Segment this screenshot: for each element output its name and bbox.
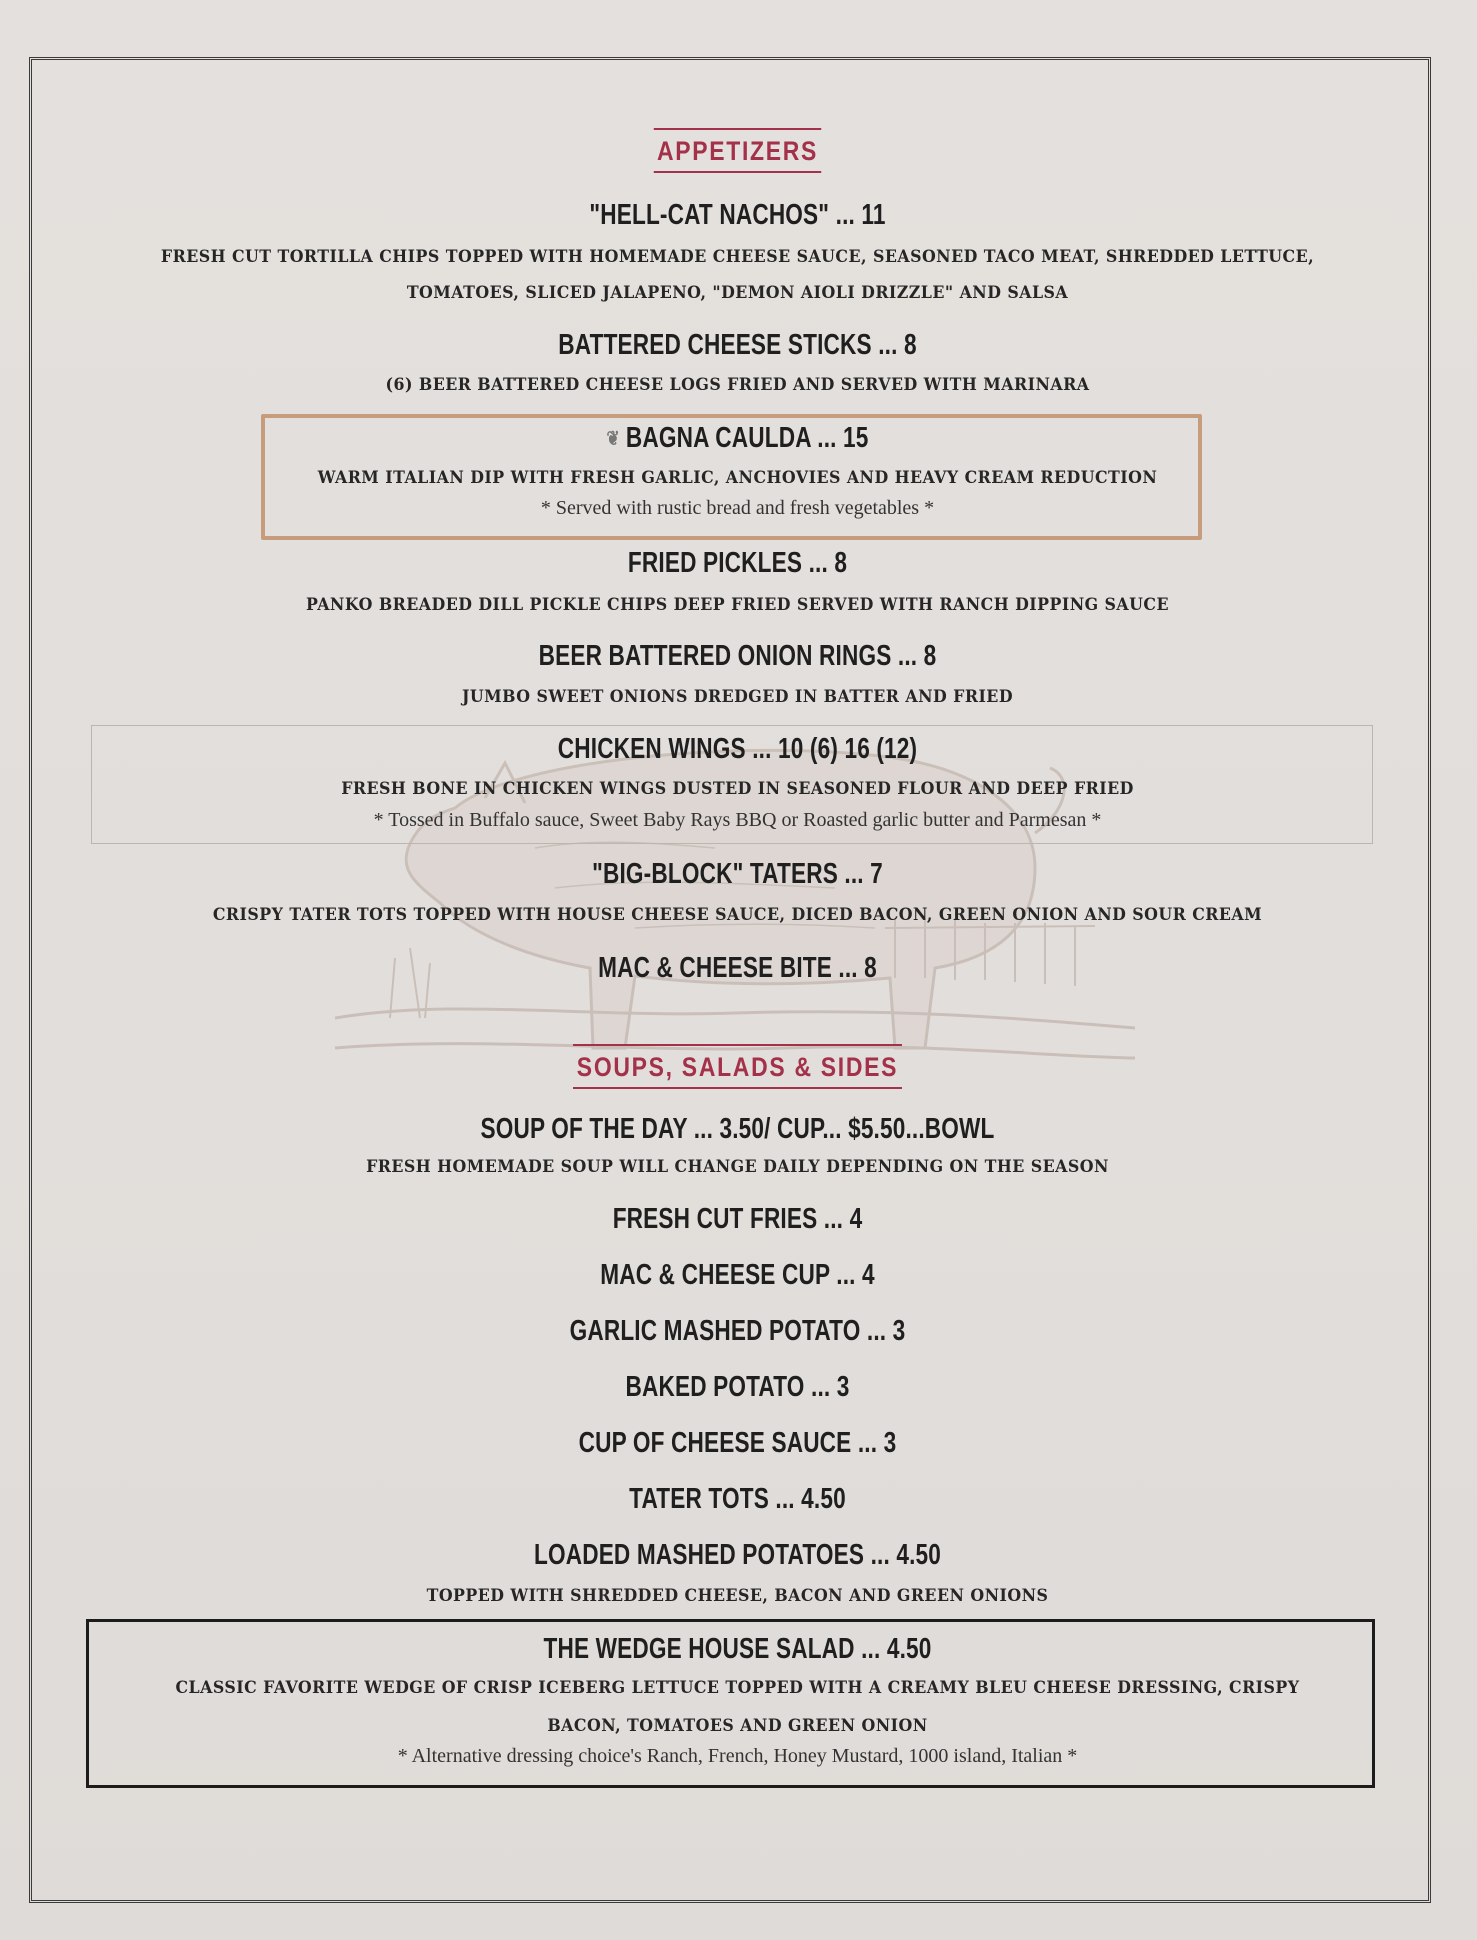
leaf-icon: ❦ bbox=[606, 428, 620, 450]
item-chicken-wings: CHICKEN WINGS ... 10 (6) 16 (12) bbox=[557, 733, 918, 765]
item-desc: CRISPY TATER TOTS TOPPED WITH HOUSE CHEESE SAUCE, DICED BACON, GREEN ONION AND SOUR CREAM bbox=[212, 905, 1263, 925]
item-desc: FRESH BONE IN CHICKEN WINGS DUSTED IN SEASONED FLOUR AND DEEP FRIED bbox=[341, 779, 1134, 799]
item-desc-line: CLASSIC FAVORITE WEDGE OF CRISP ICEBERG LETTUCE TOPPED WITH A CREAMY BLEU CHEESE DRESSING, CRISPY bbox=[175, 1678, 1300, 1698]
item-desc: PANKO BREADED DILL PICKLE CHIPS DEEP FRIED SERVED WITH RANCH DIPPING SAUCE bbox=[305, 595, 1169, 615]
sides-heading: SOUPS, SALADS & SIDES bbox=[162, 1044, 1314, 1089]
item-cheese-sticks: BATTERED CHEESE STICKS ... 8 bbox=[558, 329, 917, 361]
item-tater-tots: TATER TOTS ... 4.50 bbox=[629, 1483, 846, 1515]
item-fresh-cut-fries: FRESH CUT FRIES ... 4 bbox=[612, 1203, 863, 1235]
item-desc: JUMBO SWEET ONIONS DREDGED IN BATTER AND FRIED bbox=[461, 687, 1013, 707]
item-big-block-taters: "BIG-BLOCK" TATERS ... 7 bbox=[592, 858, 883, 890]
item-desc: WARM ITALIAN DIP WITH FRESH GARLIC, ANCHOVIES AND HEAVY CREAM REDUCTION bbox=[317, 468, 1158, 488]
item-loaded-mashed-potatoes: LOADED MASHED POTATOES ... 4.50 bbox=[533, 1539, 942, 1571]
item-cup-of-cheese-sauce: CUP OF CHEESE SAUCE ... 3 bbox=[578, 1427, 897, 1459]
item-mac-cheese-cup: MAC & CHEESE CUP ... 4 bbox=[600, 1259, 875, 1291]
item-note: * Tossed in Buffalo sauce, Sweet Baby Rays BBQ or Roasted garlic butter and Parmesan * bbox=[373, 809, 1102, 831]
item-desc: (6) BEER BATTERED CHEESE LOGS FRIED AND SERVED WITH MARINARA bbox=[385, 375, 1090, 395]
appetizers-heading: APPETIZERS bbox=[162, 128, 1314, 173]
item-wedge-house-salad: THE WEDGE HOUSE SALAD ... 4.50 bbox=[543, 1633, 932, 1665]
item-desc: FRESH HOMEMADE SOUP WILL CHANGE DAILY DEPENDING ON THE SEASON bbox=[366, 1157, 1109, 1177]
item-desc-line: BACON, TOMATOES AND GREEN ONION bbox=[547, 1716, 928, 1736]
item-fried-pickles: FRIED PICKLES ... 8 bbox=[627, 547, 848, 579]
item-onion-rings: BEER BATTERED ONION RINGS ... 8 bbox=[538, 640, 937, 672]
item-note: * Alternative dressing choice's Ranch, French, Honey Mustard, 1000 island, Italian * bbox=[397, 1745, 1078, 1767]
item-garlic-mashed-potato: GARLIC MASHED POTATO ... 3 bbox=[569, 1315, 906, 1347]
item-desc: TOPPED WITH SHREDDED CHEESE, BACON AND GREEN ONIONS bbox=[426, 1586, 1049, 1606]
item-note: * Served with rustic bread and fresh vegetables * bbox=[540, 497, 935, 519]
item-soup-of-the-day: SOUP OF THE DAY ... 3.50/ CUP... $5.50...BOWL bbox=[480, 1113, 995, 1145]
item-hellcat-nachos: "HELL-CAT NACHOS" ... 11 bbox=[589, 199, 886, 231]
item-bagna-cauda: ❦ BAGNA CAULDA ... 15 bbox=[606, 422, 869, 454]
item-mac-cheese-bite: MAC & CHEESE BITE ... 8 bbox=[598, 952, 877, 984]
item-desc-line: TOMATOES, SLICED JALAPENO, "DEMON AIOLI DRIZZLE" AND SALSA bbox=[406, 283, 1069, 303]
item-desc-line: FRESH CUT TORTILLA CHIPS TOPPED WITH HOMEMADE CHEESE SAUCE, SEASONED TACO MEAT, SHREDDED LETTUCE, bbox=[160, 247, 1315, 267]
item-baked-potato: BAKED POTATO ... 3 bbox=[625, 1371, 850, 1403]
